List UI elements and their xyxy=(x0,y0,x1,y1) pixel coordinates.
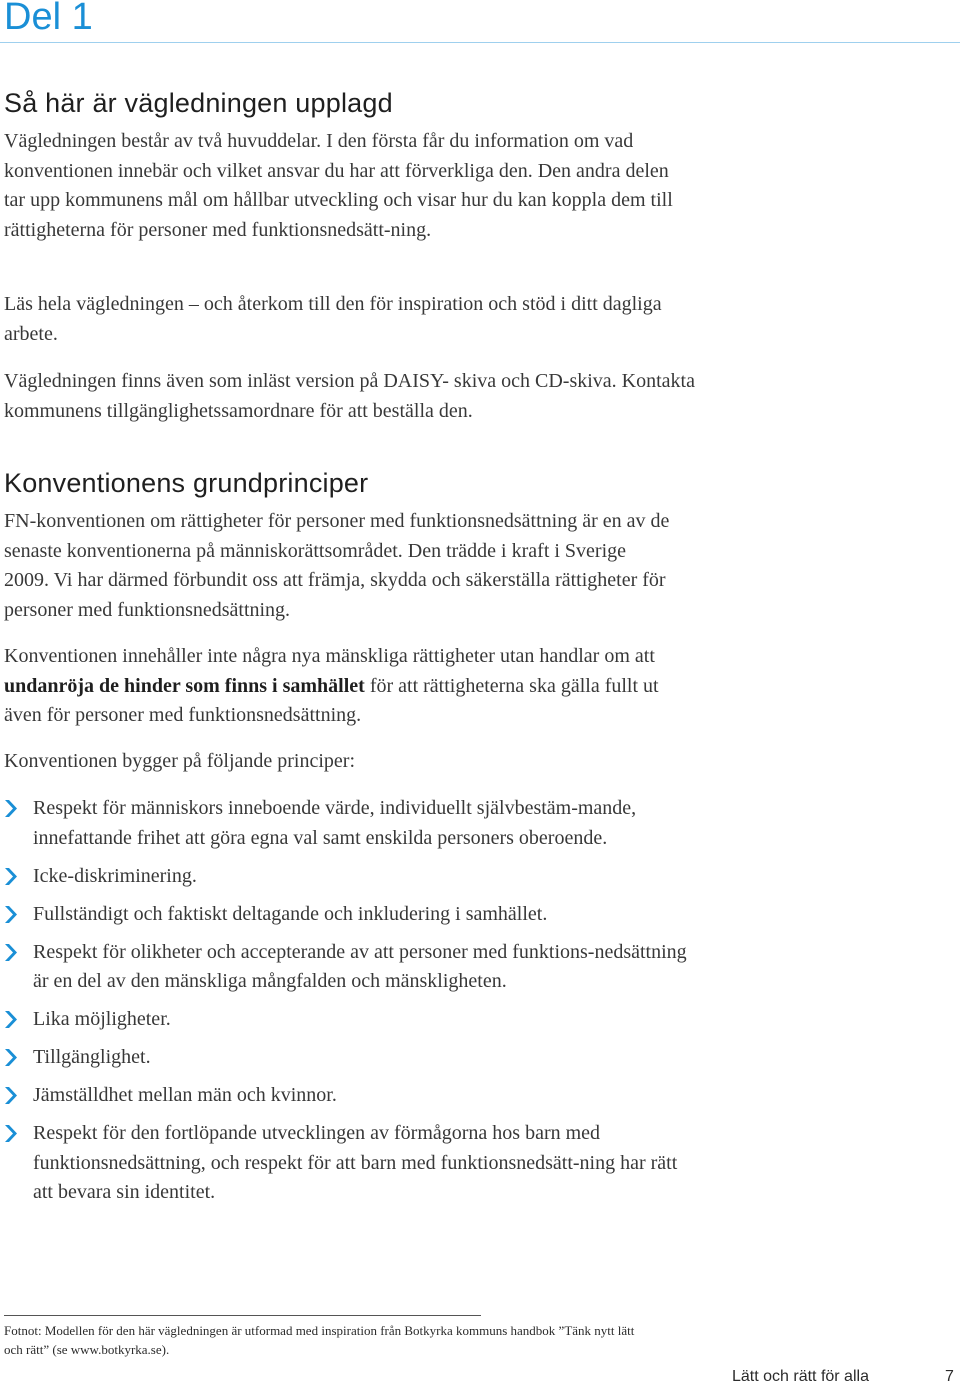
principle-item xyxy=(4,1119,694,1208)
principle-item xyxy=(4,1081,694,1111)
running-footer-title: Lätt och rätt för alla xyxy=(732,1368,869,1385)
convention-intro-paragraph: FN-konventionen om rättigheter för personer med funktionsnedsättning är en av de senaste konventionerna på människorättsområdet. Den trädde i kraft i Sverige 2009. Vi har därmed förbundit oss att främja, skydda och säkerställa rättigheter för personer med funktionsnedsättning. xyxy=(4,510,670,621)
chevron-right-icon xyxy=(4,944,18,961)
chevron-right-icon xyxy=(4,1011,18,1028)
footnote: Fotnot: Modellen för den här vägledningen är utformad med inspiration från Botkyrka kommuns handbok ”Tänk nytt lätt och rätt” (se www.botkyrka.se). xyxy=(4,1323,635,1357)
part-title: Del 1 xyxy=(4,0,93,38)
principle-text: Respekt för olikheter och accepterande av att personer med funktions-nedsättning är en del av den mänskliga mångfalden och mänskligheten. xyxy=(33,940,687,992)
footnote-divider xyxy=(4,1315,481,1316)
principle-item xyxy=(4,1043,694,1073)
principle-item xyxy=(4,862,694,892)
daisy-version-paragraph: Vägledningen finns även som inläst version på DAISY- skiva och CD-skiva. Kontakta kommunens tillgänglighetssamordnare för att beställa den. xyxy=(4,370,695,422)
chevron-right-icon xyxy=(4,868,18,885)
principle-item xyxy=(4,900,694,930)
principle-text: Fullständigt och faktiskt deltagande och inkludering i samhället. xyxy=(33,902,548,925)
section-heading-principles: Konventionens grundprinciper xyxy=(4,468,369,498)
chevron-right-icon xyxy=(4,1049,18,1066)
guide-structure-paragraph: Vägledningen består av två huvuddelar. I den första får du information om vad konventionen innebär och vilket ansvar du har att förverkliga den. Den andra delen tar upp kommunens mål om hållbar utveckling och visar hur du kan koppla dem till rättigheterna för personer med funktionsnedsätt-ning. xyxy=(4,130,673,241)
convention-content-emphasis: undanröja de hinder som finns i samhället xyxy=(4,674,365,697)
read-guide-paragraph: Läs hela vägledningen – och återkom till den för inspiration och stöd i ditt dagliga arbete. xyxy=(4,293,662,345)
principle-text: Respekt för människors inneboende värde, individuellt självbestäm-mande, innefattande frihet att göra egna val samt enskilda personers oberoende. xyxy=(33,797,637,849)
principle-item xyxy=(4,1005,694,1035)
principle-text: Icke-diskriminering. xyxy=(33,864,197,887)
chevron-right-icon xyxy=(4,906,18,923)
chevron-right-icon xyxy=(4,800,18,817)
principle-text: Lika möjligheter. xyxy=(33,1008,171,1030)
chevron-right-icon xyxy=(4,1087,18,1104)
convention-content-text-start: Konventionen innehåller inte några nya mänskliga rättigheter utan handlar om att xyxy=(4,645,655,667)
principle-text: Tillgänglighet. xyxy=(33,1046,151,1068)
convention-content-paragraph xyxy=(4,642,694,731)
principles-list xyxy=(4,794,694,1216)
principles-intro: Konventionen bygger på följande principer: xyxy=(4,750,355,772)
page-number: 7 xyxy=(945,1368,954,1385)
principle-text: Respekt för den fortlöpande utvecklingen av förmågorna hos barn med funktionsnedsättning, och respekt för att barn med funktionsnedsätt-ning har rätt att bevara sin identitet. xyxy=(33,1122,678,1203)
principle-item xyxy=(4,794,694,853)
principle-item xyxy=(4,938,694,997)
chevron-right-icon xyxy=(4,1125,18,1142)
convention-content-text-end: för att rättigheterna ska gälla fullt ut även för personer med funktionsnedsättning. xyxy=(4,674,659,726)
principle-text: Jämställdhet mellan män och kvinnor. xyxy=(33,1084,337,1106)
part-title-divider xyxy=(0,42,960,43)
section-heading-guide-structure: Så här är vägledningen upplagd xyxy=(4,88,393,118)
